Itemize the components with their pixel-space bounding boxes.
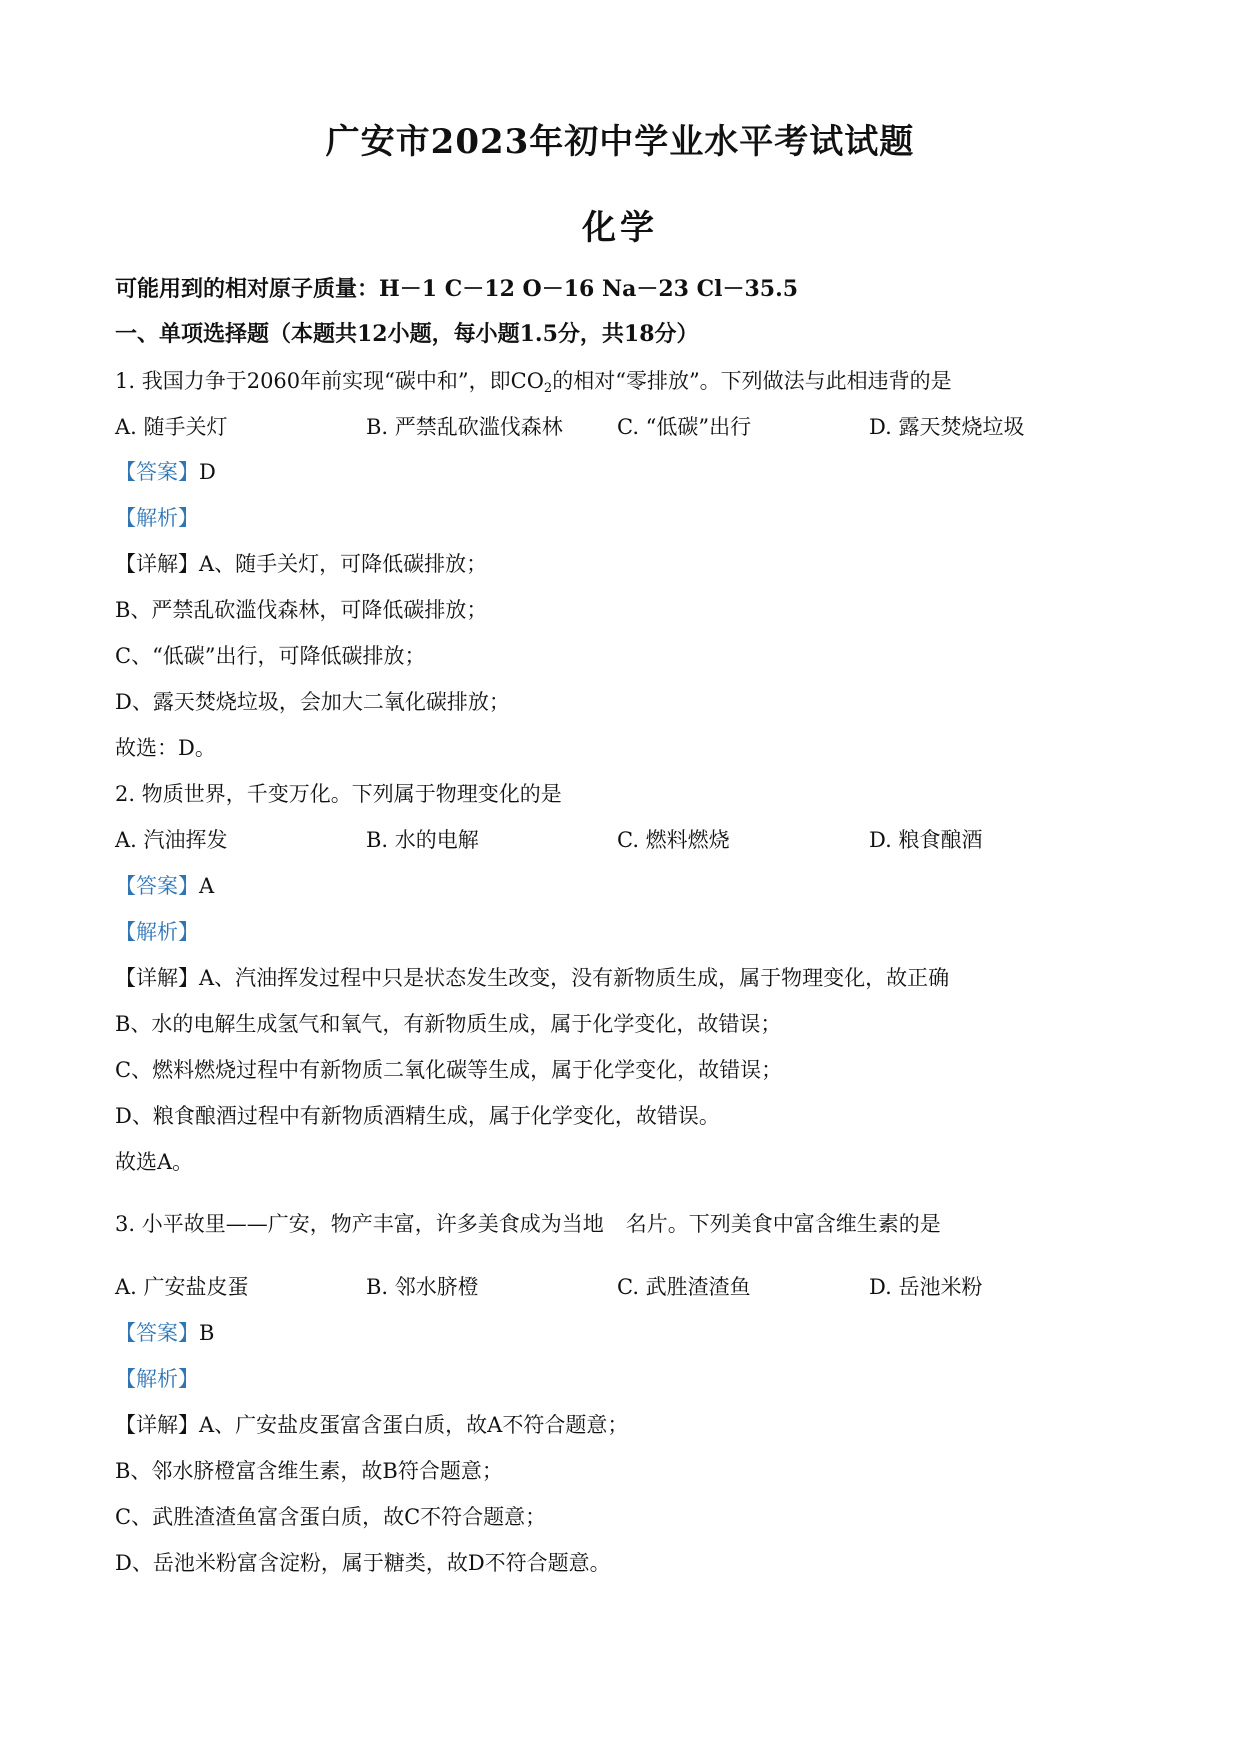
q3-analysis-label: 【解析】 — [115, 1367, 199, 1391]
question-1-stem: 1. 我国力争于2060年前实现“碳中和”，即$CO_2$的相对“零排放”。下列做法与此相违背的是 — [115, 369, 952, 396]
answer-label: 【答案】 — [115, 1321, 199, 1345]
q1-detail-4: D、露天焚烧垃圾，会加大二氧化碳排放； — [115, 690, 510, 714]
subject-title: 化学 — [582, 208, 658, 248]
q2-conclusion: 故选A。 — [115, 1150, 194, 1174]
q1-detail-1: 【详解】A、随手关灯，可降低碳排放； — [115, 552, 488, 576]
q2-option-a: A. 汽油挥发 — [115, 828, 228, 852]
q3-answer: 【答案】B — [115, 1321, 215, 1345]
q1-detail-3: C、“低碳”出行，可降低碳排放； — [115, 644, 426, 668]
q2-analysis-label: 【解析】 — [115, 920, 199, 944]
q1-option-c: C. “低碳”出行 — [617, 415, 752, 439]
q2-detail-3: C、燃料燃烧过程中有新物质二氧化碳等生成，属于化学变化，故错误； — [115, 1058, 783, 1082]
q3-option-d: D. 岳池米粉 — [869, 1275, 983, 1299]
question-3-stem: 3. 小平故里——广安，物产丰富，许多美食成为当地 名片。下列美食中富含维生素的是 — [115, 1212, 941, 1236]
q2-detail-4: D、粮食酿酒过程中有新物质酒精生成，属于化学变化，故错误。 — [115, 1104, 720, 1128]
q3-detail-2: B、邻水脐橙富含维生素，故B符合题意； — [115, 1459, 503, 1483]
q2-option-d: D. 粮食酿酒 — [869, 828, 983, 852]
answer-label: 【答案】 — [115, 460, 199, 484]
q3-option-a: A. 广安盐皮蛋 — [115, 1275, 249, 1299]
question-2-stem: 2. 物质世界，千变万化。下列属于物理变化的是 — [115, 782, 562, 806]
q3-detail-1: 【详解】A、广安盐皮蛋富含蛋白质，故A不符合题意； — [115, 1413, 629, 1437]
q1-option-a: A. 随手关灯 — [115, 415, 228, 439]
q1-answer: 【答案】D — [115, 460, 216, 484]
q2-answer: 【答案】A — [115, 874, 215, 898]
q3-detail-4: D、岳池米粉富含淀粉，属于糖类，故D不符合题意。 — [115, 1551, 611, 1575]
q1-detail-2: B、严禁乱砍滥伐森林，可降低碳排放； — [115, 598, 488, 622]
q2-option-b: B. 水的电解 — [366, 828, 479, 852]
atomic-masses: 可能用到的相对原子质量：H－1 C－12 O－16 Na－23 Cl－35.5 — [115, 276, 799, 302]
q2-option-c: C. 燃料燃烧 — [617, 828, 730, 852]
q1-option-b: B. 严禁乱砍滥伐森林 — [366, 415, 563, 439]
section-heading: 一、单项选择题（本题共12小题，每小题1.5分，共18分） — [115, 321, 699, 347]
answer-label: 【答案】 — [115, 874, 199, 898]
q3-option-b: B. 邻水脐橙 — [366, 1275, 479, 1299]
q3-detail-3: C、武胜渣渣鱼富含蛋白质，故C不符合题意； — [115, 1505, 547, 1529]
q1-analysis-label: 【解析】 — [115, 506, 199, 530]
q2-detail-1: 【详解】A、汽油挥发过程中只是状态发生改变，没有新物质生成，属于物理变化，故正确 — [115, 966, 950, 990]
exam-title: 广安市2023年初中学业水平考试试题 — [325, 122, 915, 162]
q1-option-d: D. 露天焚烧垃圾 — [869, 415, 1025, 439]
q2-detail-2: B、水的电解生成氢气和氧气，有新物质生成，属于化学变化，故错误； — [115, 1012, 782, 1036]
q1-conclusion: 故选：D。 — [115, 736, 216, 760]
q3-option-c: C. 武胜渣渣鱼 — [617, 1275, 751, 1299]
